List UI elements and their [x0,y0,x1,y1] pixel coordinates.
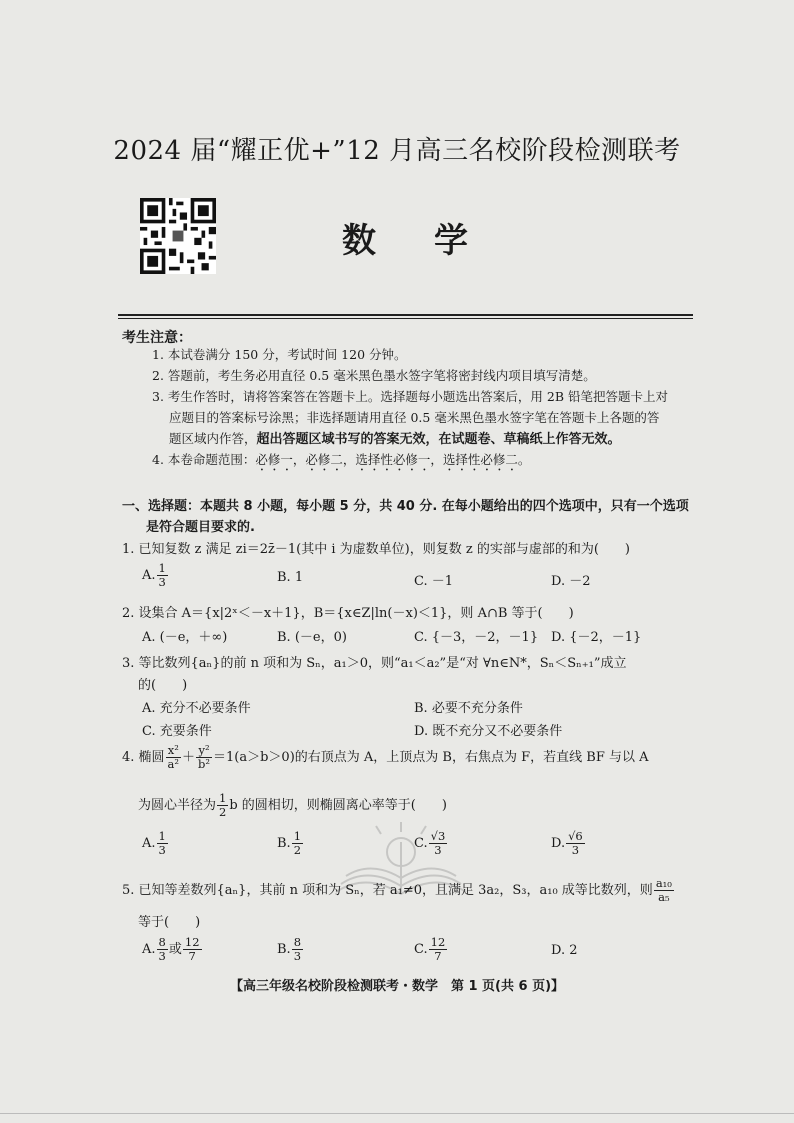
question-3-stem: 3. 等比数列{aₙ}的前 n 项和为 Sₙ，a₁＞0，则“a₁＜a₂”是“对 ∀n∈N*，Sₙ＜Sₙ₊₁”成立 [122,656,627,671]
q3-option-c: C. 充要条件 [142,724,212,739]
numerator: 1 [158,829,166,843]
denominator: 3 [158,575,166,589]
question-5-stem [122,877,675,904]
q5-option-b-label: B. [277,942,291,957]
q5-option-a [142,936,203,963]
q4-line2a: 为圆心半径为 [138,798,217,813]
denominator: 3 [293,949,302,963]
question-5-stem-cont: 等于( ) [138,915,201,930]
numerator: 12 [184,935,200,949]
question-2-stem: 2. 设集合 A＝{x|2ˣ＜－x＋1}，B＝{x∈Z|ln(－x)＜1}，则 A∩B 等于( ) [122,606,574,621]
note-3-line-3 [169,428,621,450]
q5-option-b [277,936,304,963]
q4-option-c-label: C. [414,836,428,851]
q1-option-a [142,562,169,589]
numerator: 8 [158,935,166,949]
q5-option-a-or: 或 [168,942,182,957]
q5-option-d: D. 2 [551,943,578,958]
question-3-stem-cont: 的( ) [138,678,188,693]
denominator: a₅ [658,890,670,904]
q4-option-a [142,830,169,857]
q3-option-b: B. 必要不充分条件 [414,701,523,716]
q5-option-c-fraction [429,936,448,963]
q5-option-b-fraction [292,936,303,963]
q2-option-a: A. (－e，＋∞) [142,630,228,645]
question-4-stem [122,744,649,771]
q4-y-fraction [196,744,212,771]
q1-option-d: D. －2 [551,574,591,589]
numerator: 1 [158,561,166,575]
numerator: x² [166,744,181,758]
q5-option-a-fraction-1 [157,936,168,963]
q1-option-a-label: A. [142,568,156,583]
q5-option-c-label: C. [414,942,428,957]
denominator: 3 [434,843,442,857]
section-1-instruction: 一、选择题：本题共 8 小题，每小题 5 分，共 40 分. 在每小题给出的四个选项中，只有一个选项 [122,499,689,514]
denominator: 2 [293,843,302,857]
numerator: 1 [219,791,227,805]
question-1-stem: 1. 已知复数 z 满足 zi＝2z̄－1(其中 i 为虚数单位)，则复数 z 的实部与虚部的和为( ) [122,542,631,557]
note-3-line-2: 应题目的答案标号涂黑；非选择题请用直径 0.5 毫米黑色墨水签字笔在答题卡上各题的答 [169,410,660,425]
q4-option-d [551,830,586,857]
q1-option-c: C. －1 [414,574,454,589]
exam-title: 2024 届“耀正优+”12 月高三名校阶段检测联考 [113,136,681,166]
q5-option-c [414,936,448,963]
denominator: 3 [158,949,166,963]
section-1-instruction-cont: 是符合题目要求的. [146,520,255,535]
q4-line2b: b 的圆相切，则椭圆离心率等于( ) [229,798,447,813]
q5-option-a-label: A. [142,942,156,957]
q4-option-a-label: A. [142,836,156,851]
denominator: b² [198,757,211,771]
numerator: √6 [568,829,583,843]
q5-stem-text: 5. 已知等差数列{aₙ}，其前 n 项和为 Sₙ，若 a₁≠0，且满足 3a₂，S₃，a₁₀ 成等比数列，则 [122,883,653,898]
denominator: 3 [158,843,166,857]
subject-heading: 数学 [342,221,526,261]
denominator: 7 [188,949,196,963]
q2-option-c: C. {－3，－2，－1} [414,630,539,645]
header-divider [118,314,693,316]
note-3-line-1: 3. 考生作答时，请将答案答在答题卡上。选择题每小题选出答案后，用 2B 铅笔把答题卡上对 [152,389,668,404]
q3-option-a: A. 充分不必要条件 [142,701,251,716]
q4-option-d-fraction [566,830,585,857]
q2-option-d: D. {－2，－1} [551,630,642,645]
q4-option-b-fraction [292,830,303,857]
note-4-prefix: 4. 本卷命题范围： [152,452,256,467]
header-divider-thin [118,318,693,319]
note-4-scope: 必修一，必修二，选择性必修一，选择性必修二。 [255,452,531,467]
q5-option-a-fraction-2 [183,936,202,963]
q1-option-b: B. 1 [277,570,304,585]
q4-x-fraction [166,744,181,771]
q4-rest: ＝1(a＞b＞0)的右顶点为 A，上顶点为 B，右焦点为 F，若直线 BF 与以 A [213,750,649,765]
q4-option-d-label: D. [551,836,566,851]
page-bottom-edge [0,1113,794,1114]
q4-option-b-label: B. [277,836,291,851]
note-3-plain: 题区域内作答， [169,431,257,446]
numerator: √3 [430,829,446,843]
numerator: 1 [293,829,302,843]
note-1: 1. 本试卷满分 150 分，考试时间 120 分钟。 [152,347,407,362]
q5-ratio-fraction [654,877,674,904]
denominator: 7 [434,949,442,963]
numerator: a₁₀ [655,876,672,890]
q2-option-b: B. (－e，0) [277,630,347,645]
q4-option-b [277,830,304,857]
notes-heading: 考生注意： [122,330,192,346]
denominator: 3 [571,843,580,857]
q4-prefix: 4. 椭圆 [122,750,165,765]
q1-option-a-fraction [157,562,168,589]
q3-option-d: D. 既不充分又不必要条件 [414,724,563,739]
q4-plus: ＋ [182,750,196,765]
page-footer: 【高三年级名校阶段检测联考・数学 第 1 页(共 6 页)】 [229,979,565,994]
denominator: a² [167,757,180,771]
numerator: 8 [293,935,302,949]
q4-half-fraction [217,792,228,819]
note-2: 2. 答题前，考生务必用直径 0.5 毫米黑色墨水签字笔将密封线内项目填写清楚。 [152,368,596,383]
q4-option-a-fraction [157,830,168,857]
numerator: 12 [430,935,446,949]
numerator: y² [196,744,212,758]
qr-code-icon [140,198,216,274]
question-4-stem-cont [138,792,447,819]
note-3-warning: 超出答题区域书写的答案无效，在试题卷、草稿纸上作答无效。 [256,432,621,447]
denominator: 2 [219,805,227,819]
note-4 [152,449,530,474]
